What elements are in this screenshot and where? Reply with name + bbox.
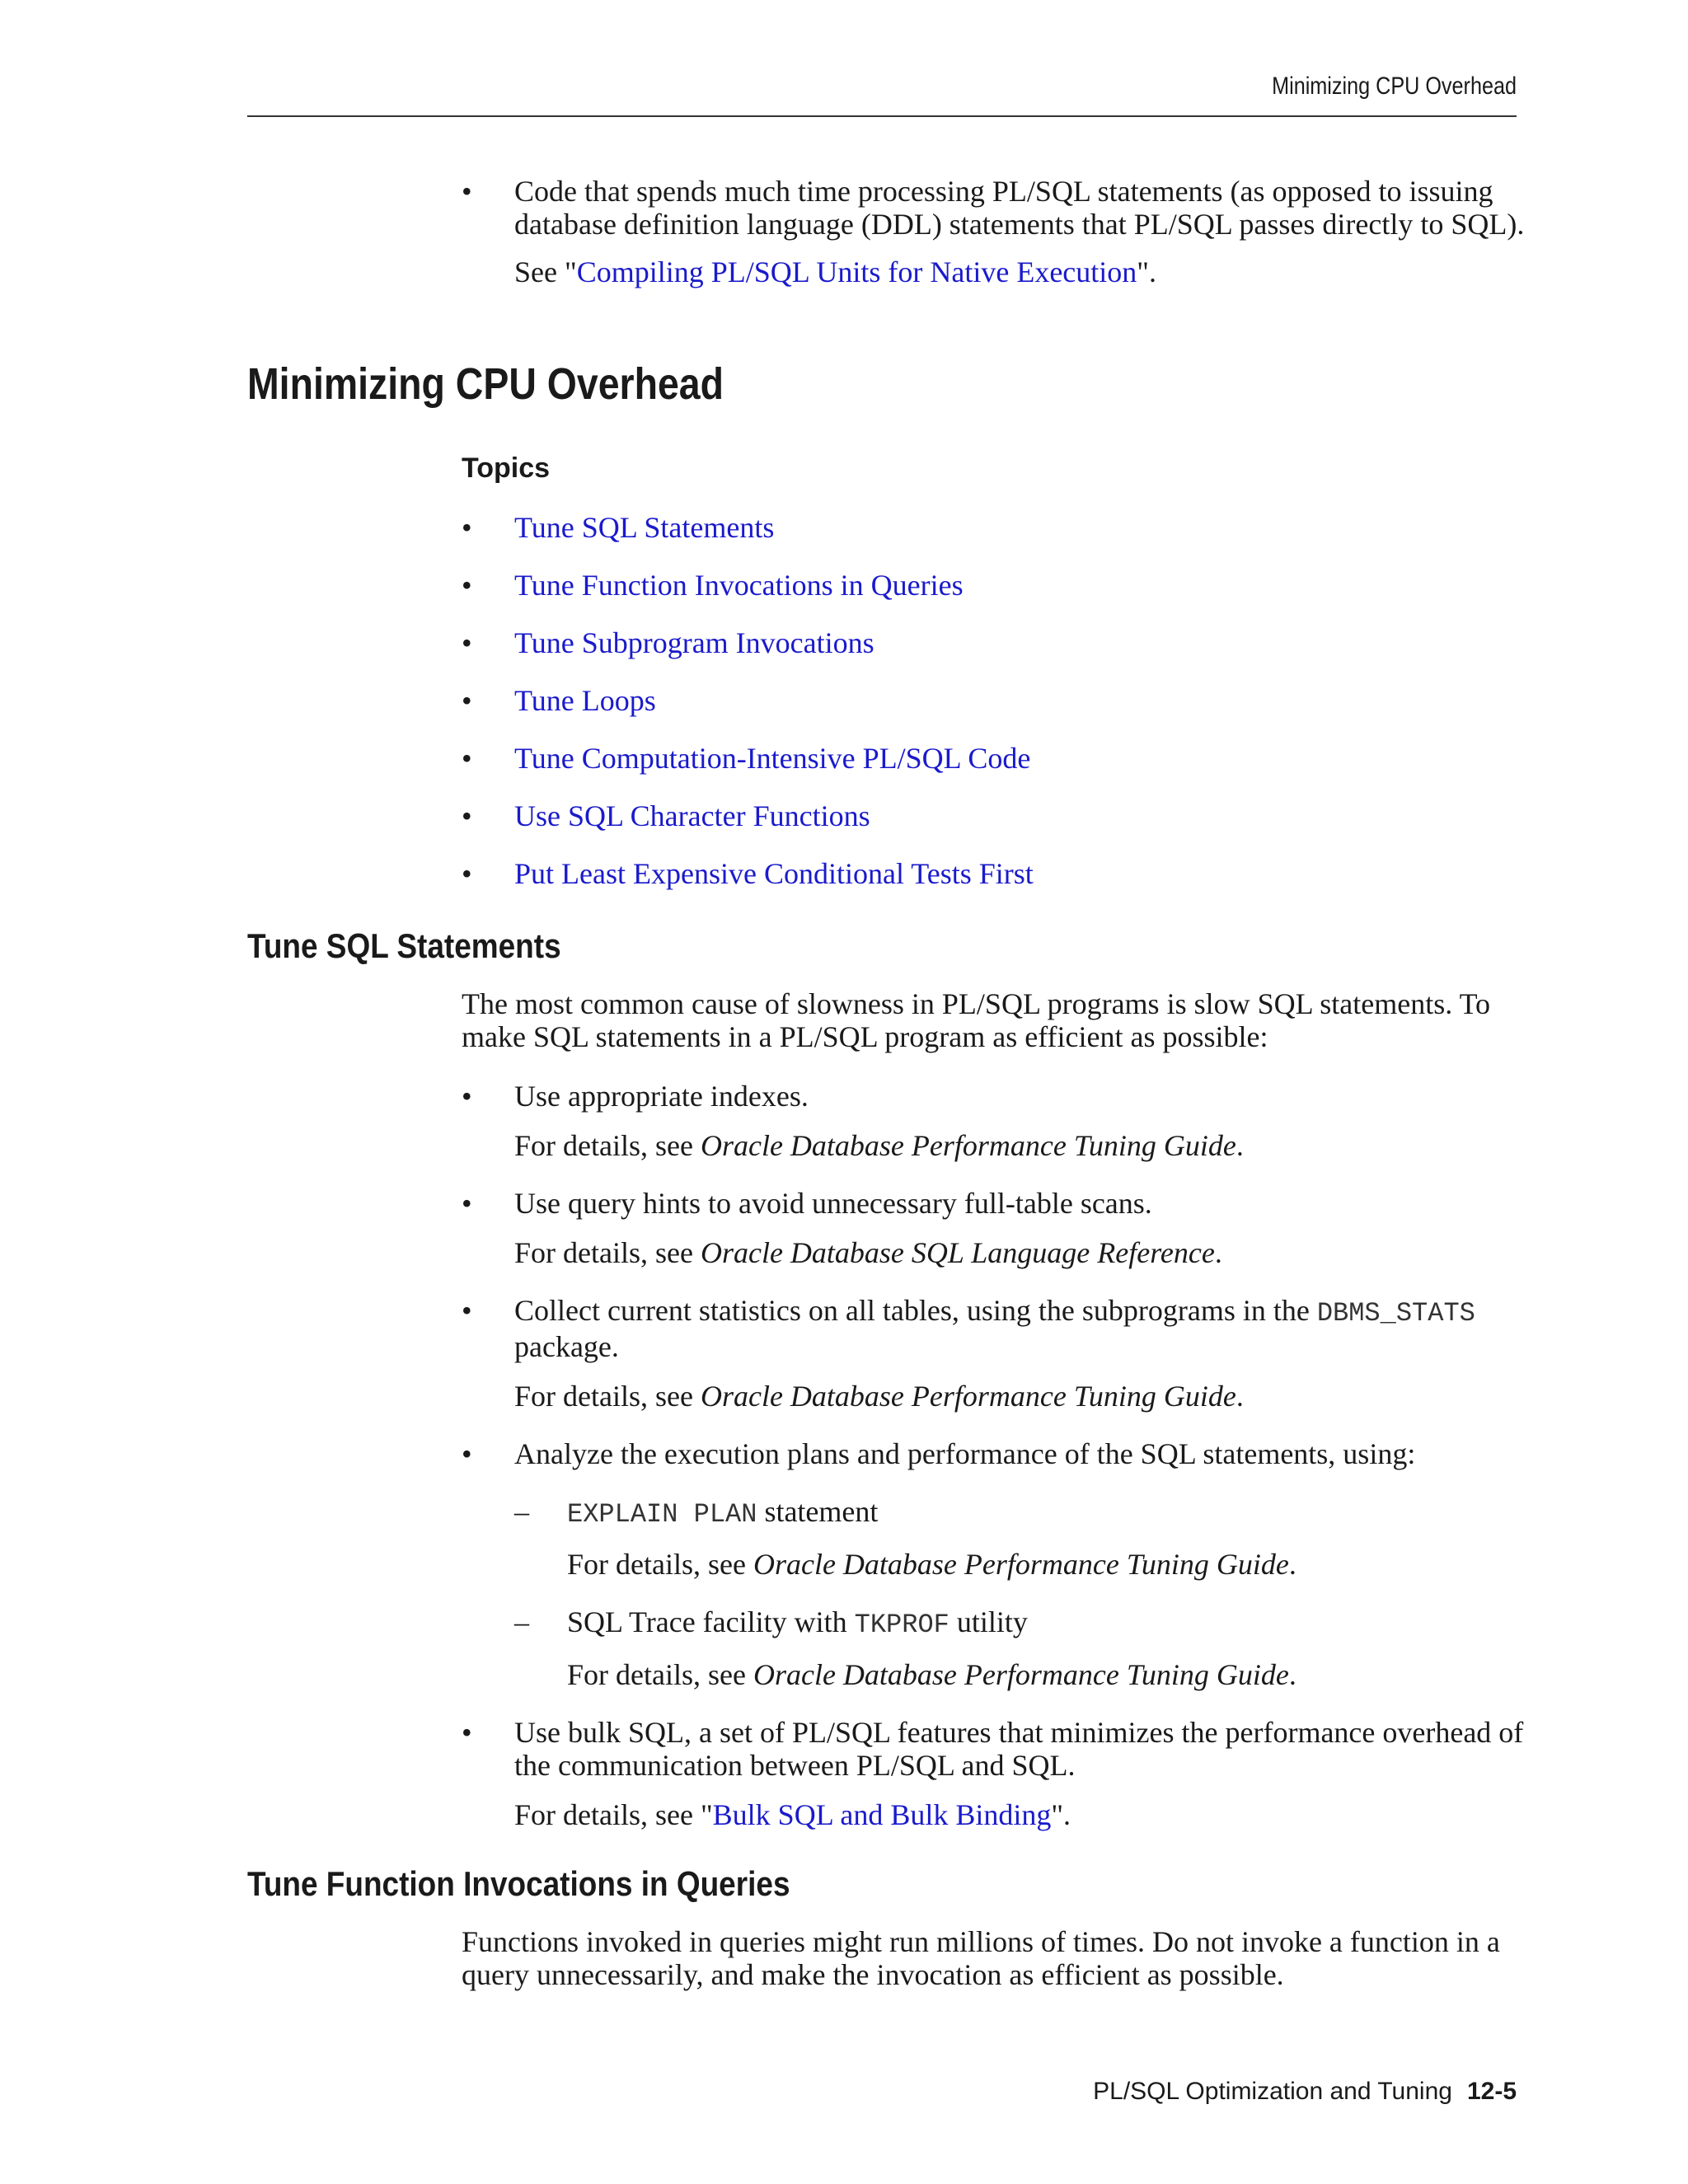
topic-link-least-expensive[interactable]: Put Least Expensive Conditional Tests First bbox=[514, 857, 1034, 890]
section-sql-intro: The most common cause of slowness in PL/SQL programs is slow SQL statements. To make SQL statements in a PL/SQL program as efficient as possible: bbox=[462, 987, 1491, 1053]
topic-link-tune-subprogram[interactable]: Tune Subprogram Invocations bbox=[514, 626, 874, 659]
topic-link-tune-function[interactable]: Tune Function Invocations in Queries bbox=[514, 569, 964, 602]
details-prefix: For details, see bbox=[567, 1548, 753, 1581]
intro-bullet bbox=[462, 175, 1525, 288]
bullet-icon: • bbox=[462, 1187, 472, 1220]
item-text: Use appropriate indexes. bbox=[514, 1080, 809, 1113]
bullet-icon: • bbox=[462, 1294, 472, 1327]
see-suffix: ". bbox=[1137, 255, 1156, 288]
item-text: Use query hints to avoid unnecessary full-table scans. bbox=[514, 1187, 1152, 1220]
code-explain-plan: EXPLAIN PLAN bbox=[567, 1499, 757, 1530]
reference-title: Oracle Database Performance Tuning Guide bbox=[753, 1658, 1289, 1691]
details-prefix: For details, see bbox=[514, 1129, 701, 1162]
reference-title: Oracle Database Performance Tuning Guide bbox=[700, 1129, 1236, 1162]
topic-link-sql-character[interactable]: Use SQL Character Functions bbox=[514, 799, 870, 832]
sub-item-text-after: utility bbox=[949, 1605, 1028, 1638]
list-item bbox=[462, 742, 1525, 775]
bullet-icon: • bbox=[462, 1716, 472, 1749]
sub-item-text: statement bbox=[757, 1495, 879, 1528]
code-dbms-stats: DBMS_STATS bbox=[1316, 1298, 1475, 1329]
sub-list-item bbox=[462, 1605, 1525, 1642]
bullet-icon: • bbox=[462, 511, 472, 544]
see-prefix: See " bbox=[514, 255, 577, 288]
details-line: For details, see Oracle Database Performance Tuning Guide. bbox=[567, 1548, 1296, 1581]
bullet-icon: • bbox=[462, 626, 472, 659]
topic-link-tune-computation[interactable]: Tune Computation-Intensive PL/SQL Code bbox=[514, 742, 1031, 775]
page-footer bbox=[1093, 2077, 1517, 2107]
bullet-icon: • bbox=[462, 799, 472, 832]
details-line bbox=[462, 1798, 1525, 1831]
list-item bbox=[462, 1294, 1525, 1363]
details-prefix: For details, see bbox=[514, 1380, 701, 1413]
sub-item-text: SQL Trace facility with bbox=[567, 1605, 855, 1638]
intro-bullet-text: Code that spends much time processing PL/SQL statements (as opposed to issuing database definition language (DDL) statements that PL/SQL passes directly to SQL). bbox=[514, 175, 1525, 241]
page-number: 12-5 bbox=[1466, 2078, 1517, 2105]
list-item bbox=[462, 1437, 1525, 1470]
list-item bbox=[462, 1187, 1525, 1220]
dash-icon: – bbox=[514, 1605, 529, 1638]
running-header: Minimizing CPU Overhead bbox=[1272, 73, 1517, 100]
bullet-icon: • bbox=[462, 175, 472, 208]
bullet-icon: • bbox=[462, 1080, 472, 1113]
item-text: Use bulk SQL, a set of PL/SQL features that minimizes the performance overhead of the communication between PL/SQL and SQL. bbox=[514, 1716, 1524, 1782]
list-item bbox=[462, 857, 1525, 890]
bullet-icon: • bbox=[462, 684, 472, 717]
header-rule bbox=[247, 115, 1517, 117]
section-func-intro: Functions invoked in queries might run millions of times. Do not invoke a function in a query unnecessarily, and make the invocation as efficient as possible. bbox=[462, 1925, 1500, 1991]
section-sql-body bbox=[462, 987, 1525, 1831]
list-item bbox=[462, 1716, 1525, 1782]
list-item bbox=[462, 1080, 1525, 1113]
details-line: For details, see Oracle Database Performance Tuning Guide. bbox=[514, 1129, 1244, 1162]
topics-list bbox=[462, 511, 1525, 890]
reference-title: Oracle Database SQL Language Reference bbox=[700, 1236, 1215, 1269]
topic-link-tune-sql[interactable]: Tune SQL Statements bbox=[514, 511, 775, 544]
list-item bbox=[462, 626, 1525, 659]
list-item bbox=[462, 175, 1525, 241]
details-line: For details, see Oracle Database Performance Tuning Guide. bbox=[567, 1658, 1296, 1691]
topic-link-tune-loops[interactable]: Tune Loops bbox=[514, 684, 656, 717]
section-title-tune-function: Tune Function Invocations in Queries bbox=[247, 1864, 790, 1903]
bullet-icon: • bbox=[462, 1437, 472, 1470]
details-line: For details, see Oracle Database SQL Language Reference. bbox=[514, 1236, 1222, 1269]
item-text-after: package. bbox=[514, 1330, 619, 1363]
bullet-icon: • bbox=[462, 569, 472, 602]
item-text: Collect current statistics on all tables, using the subprograms in the bbox=[514, 1294, 1317, 1327]
list-item bbox=[462, 799, 1525, 832]
reference-title: Oracle Database Performance Tuning Guide bbox=[700, 1380, 1236, 1413]
link-bulk-sql[interactable]: Bulk SQL and Bulk Binding bbox=[712, 1798, 1052, 1831]
list-item bbox=[462, 684, 1525, 717]
code-tkprof: TKPROF bbox=[854, 1610, 950, 1640]
details-line: For details, see Oracle Database Performance Tuning Guide. bbox=[514, 1380, 1244, 1413]
list-item bbox=[462, 569, 1525, 602]
section-title-tune-sql: Tune SQL Statements bbox=[247, 926, 561, 965]
details-prefix: For details, see bbox=[567, 1658, 753, 1691]
bullet-icon: • bbox=[462, 742, 472, 775]
item-text: Analyze the execution plans and performance of the SQL statements, using: bbox=[514, 1437, 1416, 1470]
section-title-minimizing-cpu: Minimizing CPU Overhead bbox=[247, 359, 724, 409]
list-item bbox=[462, 511, 1525, 544]
intro-see-line bbox=[462, 255, 1525, 288]
bullet-icon: • bbox=[462, 857, 472, 890]
link-compiling-native[interactable]: Compiling PL/SQL Units for Native Execution bbox=[576, 255, 1137, 288]
sub-list-item bbox=[462, 1495, 1525, 1531]
topics-label: Topics bbox=[462, 452, 551, 484]
see-suffix: ". bbox=[1051, 1798, 1071, 1831]
see-prefix: For details, see " bbox=[514, 1798, 713, 1831]
details-prefix: For details, see bbox=[514, 1236, 701, 1269]
dash-icon: – bbox=[514, 1495, 529, 1528]
reference-title: Oracle Database Performance Tuning Guide bbox=[753, 1548, 1289, 1581]
footer-book-title: PL/SQL Optimization and Tuning bbox=[1093, 2078, 1452, 2105]
